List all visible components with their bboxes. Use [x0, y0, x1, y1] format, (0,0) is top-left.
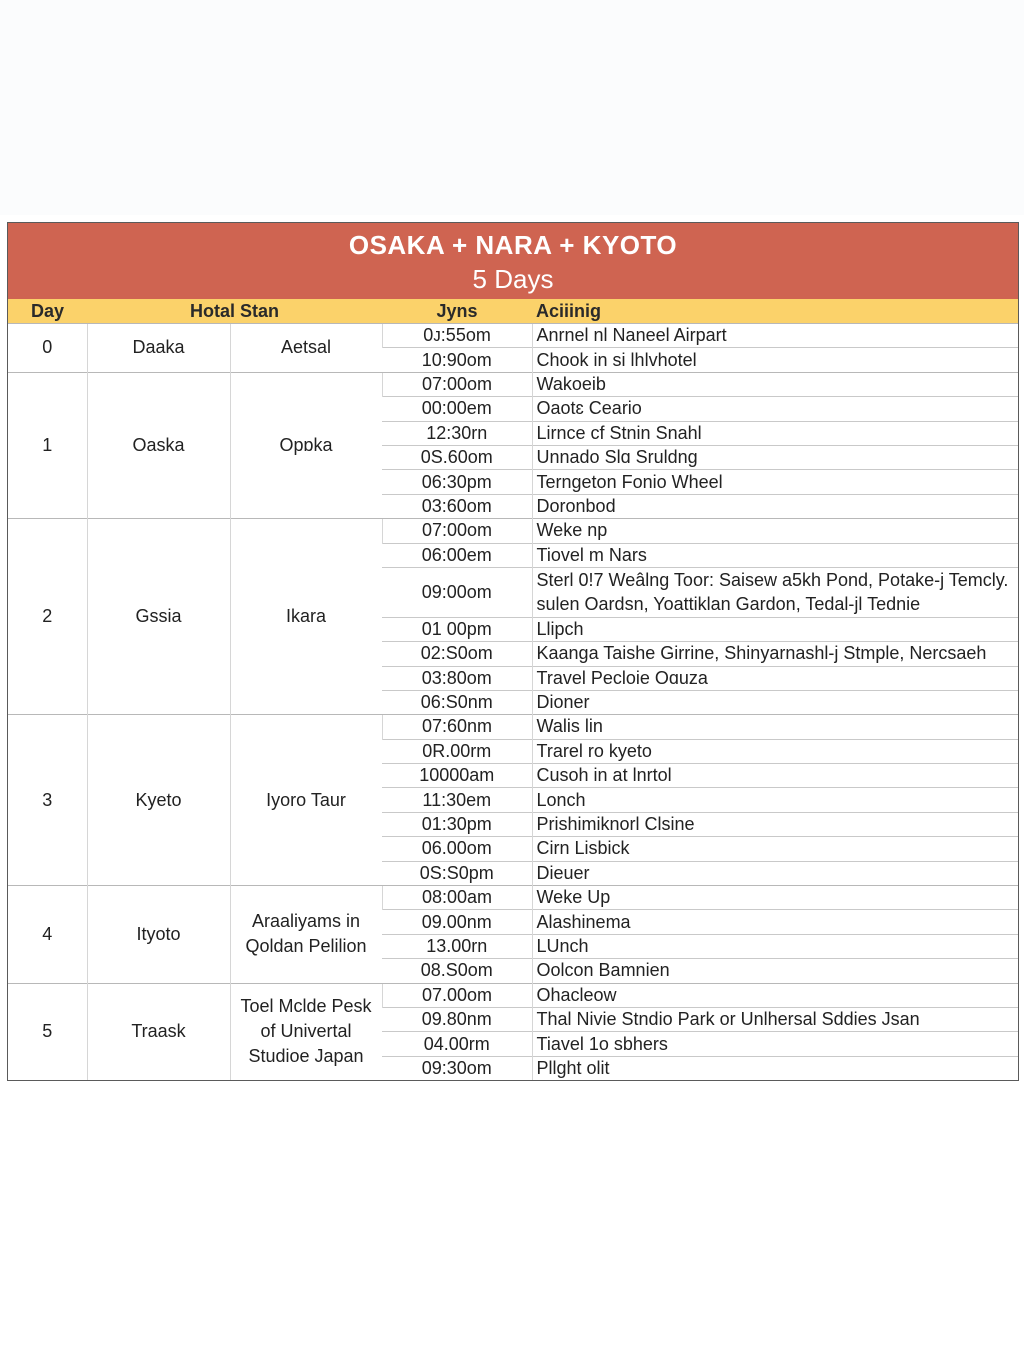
activity-time: 06:S0nm	[382, 690, 532, 714]
day-area: Toel Mclde Pesk of Univertal Studioe Japan	[230, 983, 382, 1080]
activity-time: 08:00am	[382, 886, 532, 910]
activity-time: 0S.60om	[382, 445, 532, 469]
activity-description: Weke Up	[532, 886, 1018, 910]
header-time: Jyns	[382, 299, 532, 324]
background-top	[0, 0, 1024, 215]
activity-description: Oaotɛ Ceario	[532, 397, 1018, 421]
activity-time: 07:00om	[382, 519, 532, 543]
day-number: 2	[8, 519, 87, 715]
day-area: Iyoro Taur	[230, 715, 382, 886]
activity-description: Lirnce cf Stnin Snahl	[532, 421, 1018, 445]
activity-time: 07:00om	[382, 372, 532, 396]
day-area: Oрɒkа	[230, 372, 382, 518]
activity-description: Anrnel nl Naneel Airpart	[532, 324, 1018, 348]
activity-description: Thal Nivie Stndio Park or Unlhersal Sddies Jsan	[532, 1007, 1018, 1031]
activity-time: 13.00rn	[382, 934, 532, 958]
hotel-stay: Kyeto	[87, 715, 230, 886]
activity-description: Dieuer	[532, 861, 1018, 885]
day-number: 3	[8, 715, 87, 886]
header-day: Day	[8, 299, 87, 324]
header-hotel: Hotal Stan	[87, 299, 382, 324]
table-row	[8, 715, 1018, 739]
itinerary-body	[8, 324, 1018, 1081]
activity-description: Pllght olit	[532, 1056, 1018, 1080]
activity-time: 06:00em	[382, 543, 532, 567]
day-number: 5	[8, 983, 87, 1080]
activity-description: Tiovel m Nars	[532, 543, 1018, 567]
day-number: 0	[8, 324, 87, 373]
hotel-stay: Ityoto	[87, 886, 230, 984]
activity-time: 08.S0om	[382, 959, 532, 983]
activity-description: LUnch	[532, 934, 1018, 958]
activity-description: Dioner	[532, 690, 1018, 714]
activity-time: 09:00om	[382, 567, 532, 617]
activity-description: Prishimiknorl Clsine	[532, 812, 1018, 836]
table-row	[8, 324, 1018, 348]
hotel-stay: Daaka	[87, 324, 230, 373]
activity-time: 0S:S0pm	[382, 861, 532, 885]
activity-description: Kaanga Taishe Girrine, Shinyarnashl-j Stmple, Nercsaeh	[532, 642, 1018, 666]
day-number: 4	[8, 886, 87, 984]
activity-time: 10000am	[382, 764, 532, 788]
activity-time: 10:90om	[382, 348, 532, 372]
day-number: 1	[8, 372, 87, 518]
itinerary-title: OSAKA + NARA + KYOTO	[348, 230, 678, 260]
activity-time: 09.80nm	[382, 1007, 532, 1031]
day-area: Araaliyams in Qoldan Pelilion	[230, 886, 382, 984]
day-area: Ikara	[230, 519, 382, 715]
activity-description: Terngeton Fonio Wheel	[532, 470, 1018, 494]
title-band	[8, 223, 1018, 299]
itinerary-table	[8, 299, 1018, 1080]
activity-description: Llipch	[532, 617, 1018, 641]
activity-description: Tiavel 1o sbhers	[532, 1032, 1018, 1056]
activity-time: 0R.00rm	[382, 739, 532, 763]
hotel-stay: Oaska	[87, 372, 230, 518]
table-row	[8, 372, 1018, 396]
activity-description: Alashinema	[532, 910, 1018, 934]
hotel-stay: Traask	[87, 983, 230, 1080]
header-row	[8, 299, 1018, 324]
activity-description: Chook in si lhlvhotel	[532, 348, 1018, 372]
table-row	[8, 886, 1018, 910]
activity-description: Ohacleow	[532, 983, 1018, 1007]
activity-time: 03:80om	[382, 666, 532, 690]
hotel-stay: Gssia	[87, 519, 230, 715]
activity-time: 12:30rn	[382, 421, 532, 445]
day-area: Aetsal	[230, 324, 382, 373]
activity-time: 01 00pm	[382, 617, 532, 641]
activity-description: Sterl 0!7 Weâlng Toor: Saisew a5kh Pond, Potake-j Temcly. sulen Oardsn, Yoattiklan Gardon, Tedal-jl Tednie	[532, 567, 1018, 617]
itinerary-sheet	[7, 222, 1019, 1081]
activity-time: 03:60om	[382, 494, 532, 518]
activity-description: Cirn Lisbick	[532, 837, 1018, 861]
activity-time: 04.00rm	[382, 1032, 532, 1056]
activity-time: 09:30om	[382, 1056, 532, 1080]
header-activity: Aciiinig	[532, 299, 1018, 324]
table-row	[8, 983, 1018, 1007]
activity-description: Cusoh in at lnrtol	[532, 764, 1018, 788]
activity-description: Wakoeib	[532, 372, 1018, 396]
activity-description: Lonch	[532, 788, 1018, 812]
activity-time: 01:30pm	[382, 812, 532, 836]
itinerary-subtitle: 5 Days	[472, 264, 554, 294]
activity-description: Travel Pecloie Oɑuza	[532, 666, 1018, 690]
activity-description: Walis lin	[532, 715, 1018, 739]
activity-time: 06:30pm	[382, 470, 532, 494]
activity-time: 09.00nm	[382, 910, 532, 934]
activity-description: Oolcon Bamnien	[532, 959, 1018, 983]
activity-time: 11:30em	[382, 788, 532, 812]
activity-time: 02:S0om	[382, 642, 532, 666]
activity-time: 0ᴊ:55om	[382, 324, 532, 348]
activity-time: 07.00om	[382, 983, 532, 1007]
activity-time: 07:60nm	[382, 715, 532, 739]
activity-time: 06.00om	[382, 837, 532, 861]
activity-description: Trarel ro kyeto	[532, 739, 1018, 763]
activity-description: Weke np	[532, 519, 1018, 543]
activity-time: 00:00em	[382, 397, 532, 421]
table-row	[8, 519, 1018, 543]
activity-description: Doronbod	[532, 494, 1018, 518]
activity-description: Unnado Slɑ Sruldng	[532, 445, 1018, 469]
